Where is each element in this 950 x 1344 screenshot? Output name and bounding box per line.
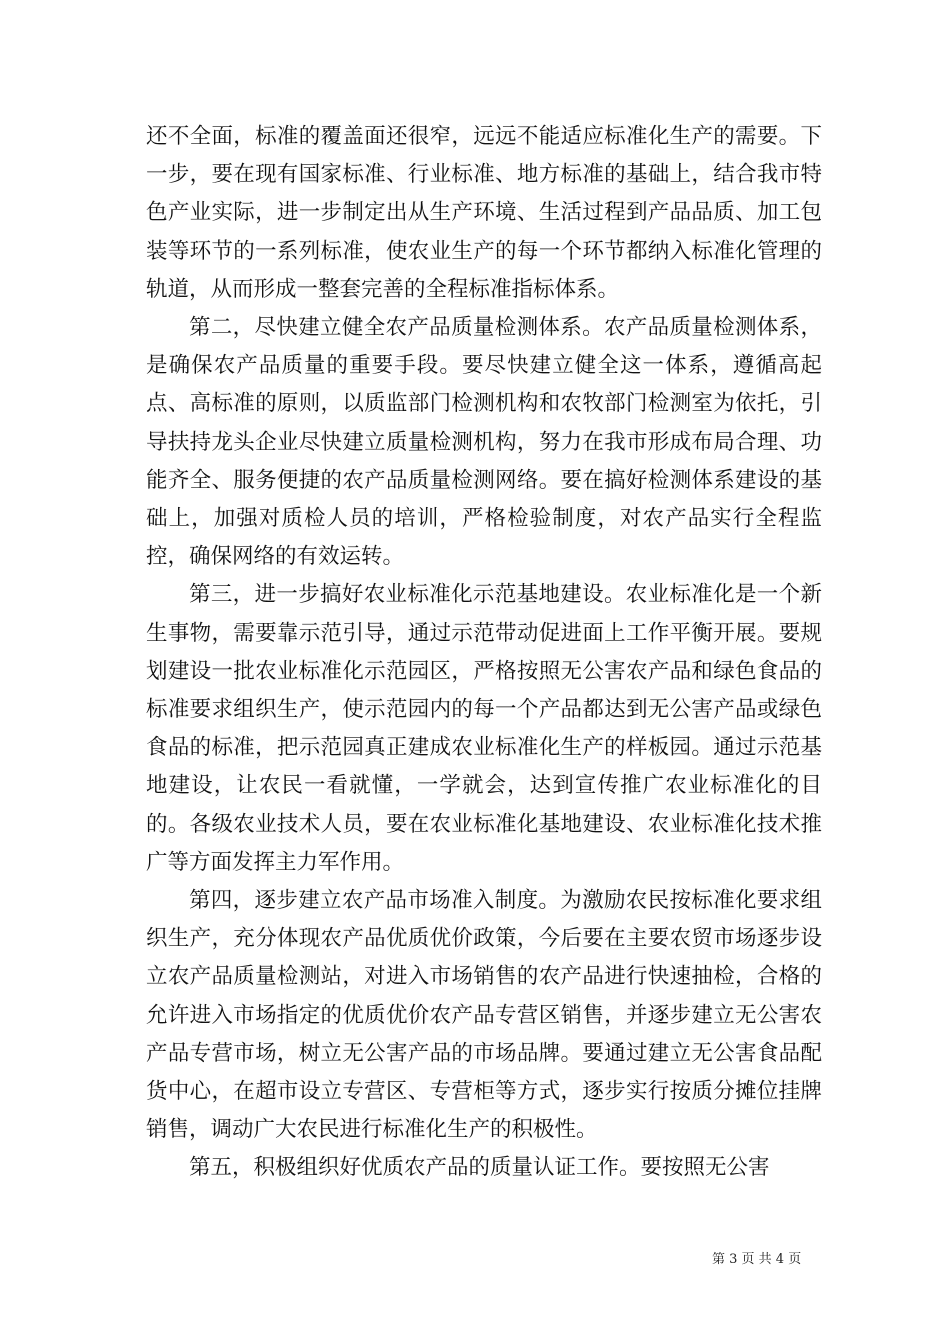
page-number-footer: 第 3 页 共 4 页 xyxy=(712,1252,802,1267)
paragraph-fourth: 第四，逐步建立农产品市场准入制度。为激励农民按标准化要求组织生产，充分体现农产品优质优价政策，今后要在主要农贸市场逐步设立农产品质量检测站，对进入市场销售的农产品进行快速抽检，合格的允许进入市场指定的优质优价农产品专营区销售，并逐步建立无公害农产品专营市场，树立无公害产品的市场品牌。要通过建立无公害食品配货中心，在超市设立专营区、专营柜等方式，逐步实行按质分摊位挂牌销售，调动广大农民进行标准化生产的积极性。 xyxy=(146,888,822,1143)
document-body xyxy=(146,118,822,1188)
paragraph-continuation: 还不全面，标准的覆盖面还很窄，远远不能适应标准化生产的需要。下一步，要在现有国家标准、行业标准、地方标准的基础上，结合我市特色产业实际，进一步制定出从生产环境、生活过程到产品品质、加工包装等环节的一系列标准，使农业生产的每一个环节都纳入标准化管理的轨道，从而形成一整套完善的全程标准指标体系。 xyxy=(146,124,822,302)
paragraph-third: 第三，进一步搞好农业标准化示范基地建设。农业标准化是一个新生事物，需要靠示范引导，通过示范带动促进面上工作平衡开展。要规划建设一批农业标准化示范园区，严格按照无公害农产品和绿色食品的标准要求组织生产，使示范园内的每一个产品都达到无公害产品或绿色食品的标准，把示范园真正建成农业标准化生产的样板园。通过示范基地建设，让农民一看就懂，一学就会，达到宣传推广农业标准化的目的。各级农业技术人员，要在农业标准化基地建设、农业标准化技术推广等方面发挥主力军作用。 xyxy=(146,582,822,875)
paragraph-second: 第二，尽快建立健全农产品质量检测体系。农产品质量检测体系，是确保农产品质量的重要手段。要尽快建立健全这一体系，遵循高起点、高标准的原则，以质监部门检测机构和农牧部门检测室为依托，引导扶持龙头企业尽快建立质量检测机构，努力在我市形成布局合理、功能齐全、服务便捷的农产品质量检测网络。要在搞好检测体系建设的基础上，加强对质检人员的培训，严格检验制度，对农产品实行全程监控，确保网络的有效运转。 xyxy=(146,315,822,570)
paragraph-fifth: 第五，积极组织好优质农产品的质量认证工作。要按照无公害 xyxy=(189,1155,770,1181)
